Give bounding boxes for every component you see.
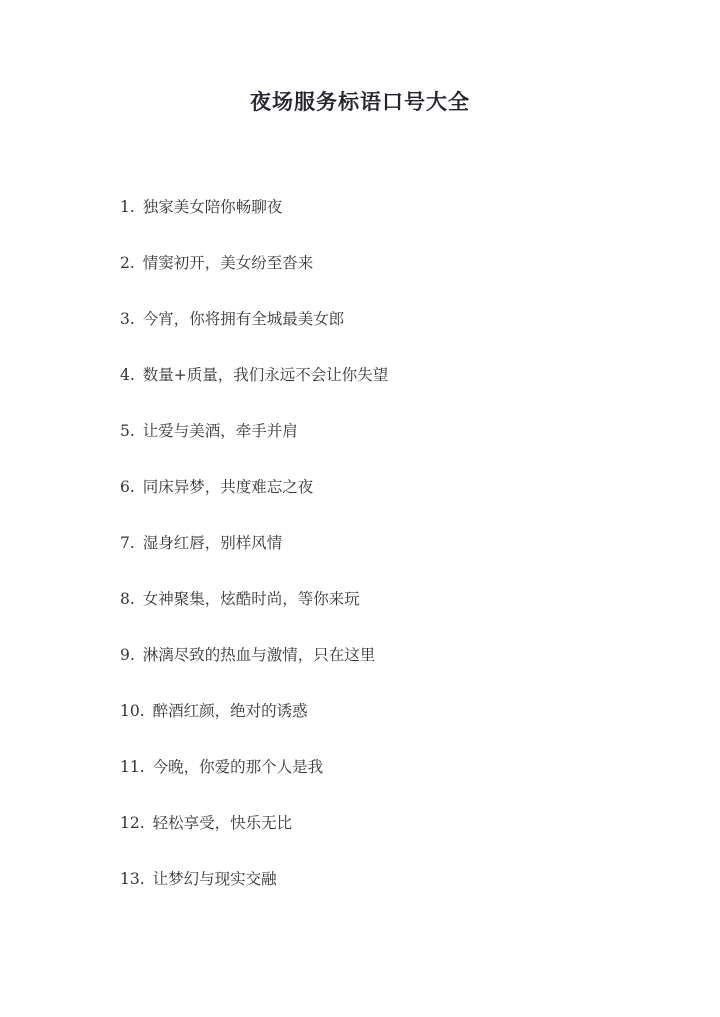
slogan-list (120, 193, 680, 921)
item-number: 4. (120, 366, 135, 384)
item-number: 7. (120, 534, 135, 552)
item-number: 1. (120, 198, 135, 216)
item-number: 3. (120, 310, 135, 328)
list-item (120, 809, 680, 865)
item-text: 今宵，你将拥有全城最美女郎 (142, 310, 345, 328)
list-item (120, 865, 680, 921)
list-item (120, 753, 680, 809)
item-number: 5. (120, 422, 135, 440)
item-text: 独家美女陪你畅聊夜 (142, 198, 283, 216)
item-text: 湿身红唇，别样风情 (142, 534, 283, 552)
item-text: 让梦幻与现实交融 (152, 870, 277, 888)
list-item (120, 529, 680, 585)
item-number: 11. (120, 758, 145, 776)
list-item (120, 697, 680, 753)
item-number: 12. (120, 814, 145, 832)
item-text: 同床异梦，共度难忘之夜 (142, 478, 314, 496)
list-item (120, 249, 680, 305)
list-item (120, 361, 680, 417)
document-title: 夜场服务标语口号大全 (250, 89, 470, 114)
item-number: 2. (120, 254, 135, 272)
list-item (120, 585, 680, 641)
item-text: 数量+质量，我们永远不会让你失望 (142, 366, 389, 384)
item-text: 轻松享受，快乐无比 (152, 814, 293, 832)
list-item (120, 473, 680, 529)
list-item (120, 305, 680, 361)
item-number: 6. (120, 478, 135, 496)
item-text: 女神聚集，炫酷时尚，等你来玩 (142, 590, 360, 608)
list-item (120, 417, 680, 473)
item-text: 今晚，你爱的那个人是我 (152, 758, 324, 776)
list-item (120, 641, 680, 697)
item-text: 醉酒红颜，绝对的诱惑 (152, 702, 308, 720)
item-number: 10. (120, 702, 145, 720)
item-text: 让爱与美酒，牵手并肩 (142, 422, 298, 440)
item-number: 13. (120, 870, 145, 888)
item-number: 8. (120, 590, 135, 608)
item-text: 情窦初开，美女纷至沓来 (142, 254, 314, 272)
list-item (120, 193, 680, 249)
item-text: 淋漓尽致的热血与激情，只在这里 (142, 646, 376, 664)
item-number: 9. (120, 646, 135, 664)
